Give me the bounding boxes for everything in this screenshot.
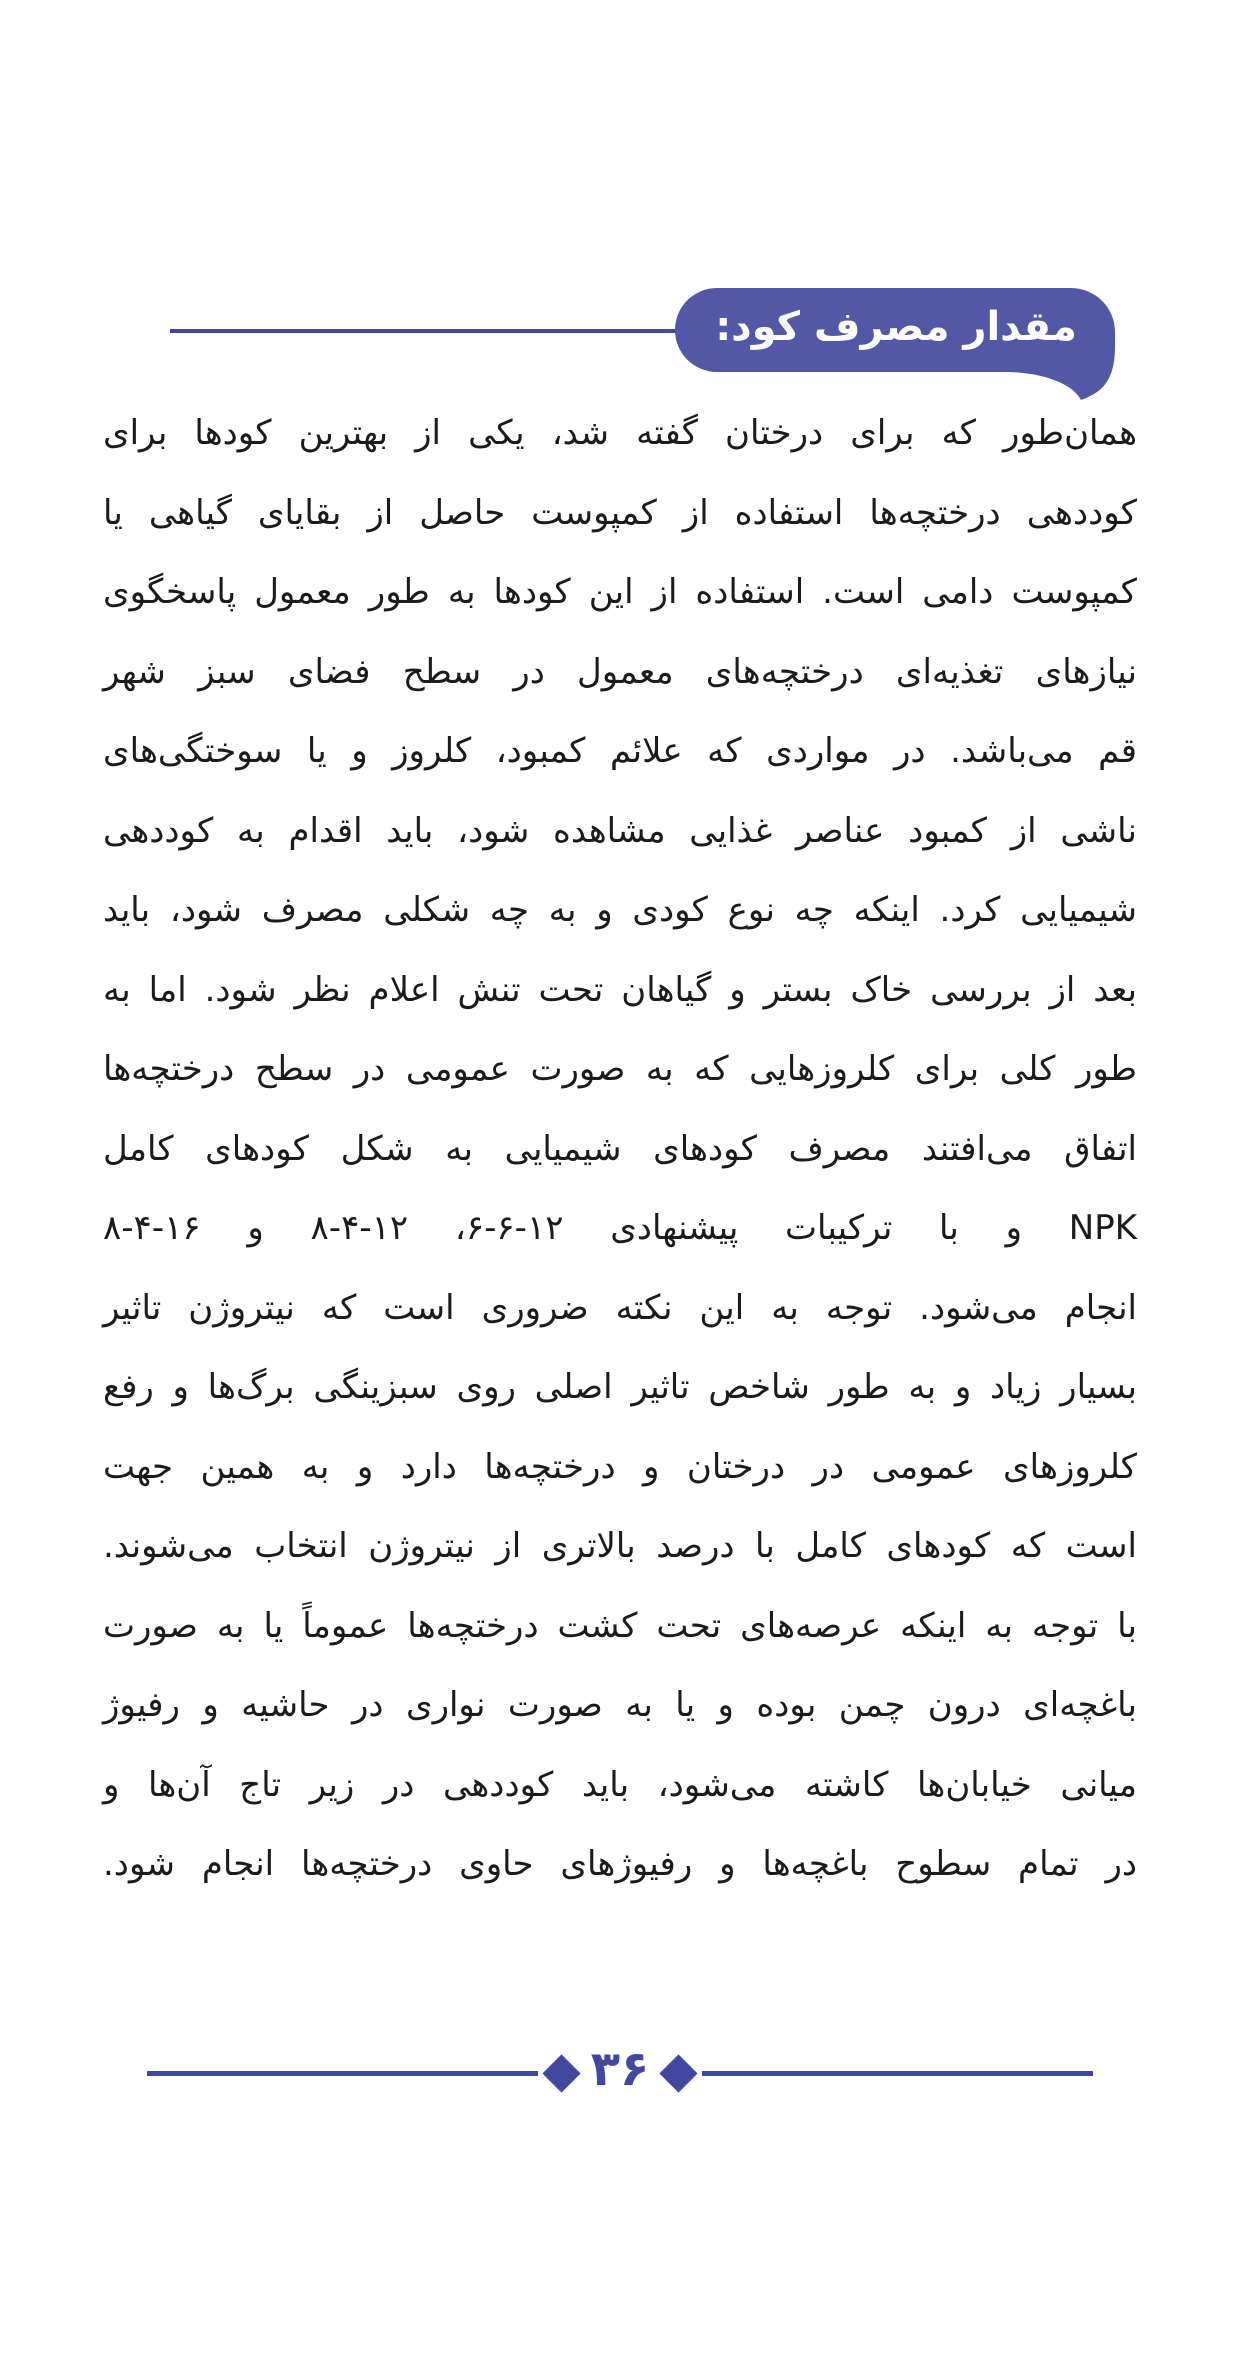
paragraph-line: در تمام سطوح باغچه‌ها و رفیوژهای حاوی درختچه‌ها انجام شود. bbox=[103, 1844, 1137, 1884]
paragraph-line: بعد از بررسی خاک بستر و گیاهان تحت تنش اعلام نظر شود. اما به bbox=[103, 969, 1137, 1010]
paragraph-line: همان‌طور که برای درختان گفته شد، یکی از بهترین کودها برای bbox=[103, 413, 1137, 453]
paragraph-line: کوددهی درختچه‌ها استفاده از کمپوست حاصل از بقایای گیاهی یا bbox=[103, 492, 1137, 533]
section-badge bbox=[675, 288, 1117, 400]
paragraph-line: انجام می‌شود. توجه به این نکته ضروری است که نیتروژن تاثیر bbox=[103, 1287, 1137, 1328]
paragraph-line: اتفاق می‌افتند مصرف کودهای شیمیایی به شکل کودهای کامل bbox=[103, 1128, 1137, 1169]
paragraph-line: ناشی از کمبود عناصر غذایی مشاهده شود، باید اقدام به کوددهی bbox=[103, 810, 1137, 851]
paragraph-line: NPK و با ترکیبات پیشنهادی ۱۲-۶-۶، ۱۲-۴-۸ و ۱۶-۴-۸ bbox=[103, 1208, 1137, 1248]
paragraph-line: باغچه‌ای درون چمن بوده و یا به صورت نواری در حاشیه و رفیوژ bbox=[103, 1685, 1137, 1725]
paragraph-line: شیمیایی کرد. اینکه چه نوع کودی و به چه شکلی مصرف شود، باید bbox=[103, 890, 1137, 930]
diamond-icon bbox=[660, 2054, 698, 2092]
paragraph-line: با توجه به اینکه عرصه‌های تحت کشت درختچه‌ها عموماً یا به صورت bbox=[103, 1605, 1137, 1646]
section-title: مقدار مصرف کود: bbox=[715, 304, 1077, 350]
paragraph-line: قم می‌باشد. در مواردی که علائم کمبود، کلروز و یا سوختگی‌های bbox=[103, 731, 1137, 771]
body-text bbox=[103, 394, 1137, 1905]
paragraph-line: کمپوست دامی است. استفاده از این کودها به طور معمول پاسخگوی bbox=[103, 572, 1137, 612]
paragraph-line: میانی خیابان‌ها کاشته می‌شود، باید کوددهی در زیر تاج آن‌ها و bbox=[103, 1764, 1137, 1805]
page-number: ۳۶ bbox=[590, 2041, 650, 2097]
footer-rule-right bbox=[702, 2071, 1093, 2076]
paragraph-line: است که کودهای کامل با درصد بالاتری از نیتروژن انتخاب می‌شوند. bbox=[103, 1526, 1137, 1566]
paragraph-line: طور کلی برای کلروزهایی که به صورت عمومی در سطح درختچه‌ها bbox=[103, 1049, 1137, 1089]
footer-rule-left bbox=[147, 2071, 538, 2076]
page-footer bbox=[147, 2041, 1093, 2105]
diamond-icon bbox=[542, 2054, 580, 2092]
paragraph-line: کلروزهای عمومی در درختان و درختچه‌ها دارد و به همین جهت bbox=[103, 1446, 1137, 1487]
paragraph-line: نیازهای تغذیه‌ای درختچه‌های معمول در سطح فضای سبز شهر bbox=[103, 651, 1137, 692]
paragraph-line: بسیار زیاد و به طور شاخص تاثیر اصلی روی سبزینگی برگ‌ها و رفع bbox=[103, 1367, 1137, 1407]
header-rule bbox=[170, 329, 700, 333]
